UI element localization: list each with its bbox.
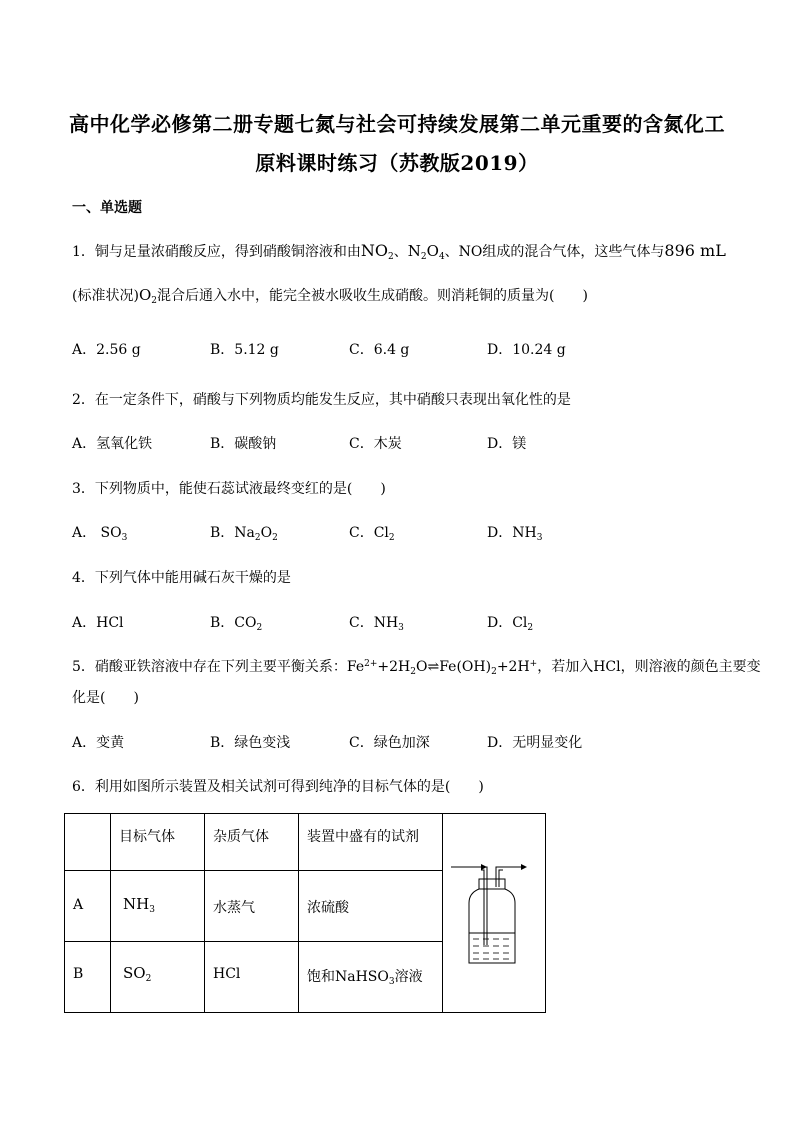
q1-formula-o2: $O_2$ bbox=[138, 286, 157, 306]
q5-option-d[interactable]: D．无明显变化 bbox=[487, 735, 583, 751]
gas-washing-bottle-figure bbox=[443, 814, 546, 1013]
table-header-reagent: 装置中盛有的试剂 bbox=[299, 814, 443, 871]
q3-option-c[interactable]: C．$Cl_2$ bbox=[349, 525, 395, 543]
table-header-target-gas: 目标气体 bbox=[111, 814, 205, 871]
question-1-line-1 bbox=[72, 241, 726, 262]
section-heading: 一、单选题 bbox=[72, 200, 142, 216]
q1-text-1: 1．铜与足量浓硝酸反应，得到硝酸铜溶液和由 bbox=[72, 244, 361, 260]
question-5-line-2: 化是( ) bbox=[72, 690, 139, 706]
question-3-stem: 3．下列物质中，能使石蕊试液最终变红的是( ) bbox=[72, 481, 386, 497]
q1-text-2: 、NO组成的混合气体，这些气体与 bbox=[444, 244, 665, 260]
q4-option-a[interactable]: A．HCl bbox=[72, 615, 124, 631]
table-row-a-gas: $NH_3$ bbox=[111, 871, 205, 942]
question-6-stem: 6．利用如图所示装置及相关试剂可得到纯净的目标气体的是( ) bbox=[72, 779, 484, 795]
q4-option-b[interactable]: B．$CO_2$ bbox=[210, 615, 263, 633]
q5-option-b[interactable]: B．绿色变浅 bbox=[210, 735, 291, 751]
q1-separator: 、 bbox=[393, 244, 408, 260]
q1-formula-no2: $NO_2$ bbox=[360, 241, 394, 262]
q4-option-d[interactable]: D．$Cl_2$ bbox=[487, 615, 534, 633]
q1-option-b[interactable]: B．5.12 g bbox=[210, 342, 279, 358]
q2-option-c[interactable]: C．木炭 bbox=[349, 436, 402, 452]
table-header-impurity-gas: 杂质气体 bbox=[205, 814, 299, 871]
document-title-line-2: 原料课时练习（苏教版2019） bbox=[255, 151, 539, 175]
table-row-a-label: A bbox=[65, 871, 111, 942]
question-5-line-1: 5．硝酸亚铁溶液中存在下列主要平衡关系：$Fe^{2+}+2H_2O\rightleftharpoons Fe(OH)_2+2H^+$，若加入HCl，则溶液的颜色主要变 bbox=[72, 659, 761, 677]
q1-formula-n2o4: $N_2O_4$ bbox=[407, 242, 445, 262]
q5-option-a[interactable]: A．变黄 bbox=[72, 735, 125, 751]
q1-volume: 896 mL bbox=[664, 241, 726, 260]
q3-option-d[interactable]: D．$NH_3$ bbox=[487, 525, 543, 543]
question-1-line-2 bbox=[72, 285, 588, 306]
question-4-stem: 4．下列气体中能用碱石灰干燥的是 bbox=[72, 570, 291, 586]
table-row-a-reagent: 浓硫酸 bbox=[299, 871, 443, 942]
gas-washing-bottle-icon bbox=[443, 851, 545, 971]
table-row-b-gas: $SO_2$ bbox=[111, 942, 205, 1013]
table-header-empty bbox=[65, 814, 111, 871]
q2-option-a[interactable]: A．氢氧化铁 bbox=[72, 436, 153, 452]
q2-option-b[interactable]: B．碳酸钠 bbox=[210, 436, 277, 452]
q3-option-a[interactable]: A． $SO_3$ bbox=[72, 525, 128, 543]
q5-option-c[interactable]: C．绿色加深 bbox=[349, 735, 430, 751]
q1-option-d[interactable]: D．10.24 g bbox=[487, 342, 566, 358]
q1-option-c[interactable]: C．6.4 g bbox=[349, 342, 410, 358]
q1-text-3: (标准状况) bbox=[72, 288, 139, 304]
table-row-b-impurity: HCl bbox=[205, 942, 299, 1013]
q2-option-d[interactable]: D．镁 bbox=[487, 436, 527, 452]
question-2-stem: 2．在一定条件下，硝酸与下列物质均能发生反应，其中硝酸只表现出氧化性的是 bbox=[72, 392, 571, 408]
q1-option-a[interactable]: A．2.56 g bbox=[72, 342, 141, 358]
q3-option-b[interactable]: B．$Na_2O_2$ bbox=[210, 525, 278, 543]
q6-table bbox=[64, 813, 546, 1013]
document-title-line-1: 高中化学必修第二册专题七氮与社会可持续发展第二单元重要的含氮化工 bbox=[69, 112, 725, 136]
table-row-b-label: B bbox=[65, 942, 111, 1013]
q4-option-c[interactable]: C．$NH_3$ bbox=[349, 615, 404, 633]
table-row-a-impurity: 水蒸气 bbox=[205, 871, 299, 942]
table-row-b-reagent: 饱和NaHSO$_3$溶液 bbox=[299, 942, 443, 1013]
q1-text-4: 混合后通入水中，能完全被水吸收生成硝酸。则消耗铜的质量为( ) bbox=[156, 288, 588, 304]
